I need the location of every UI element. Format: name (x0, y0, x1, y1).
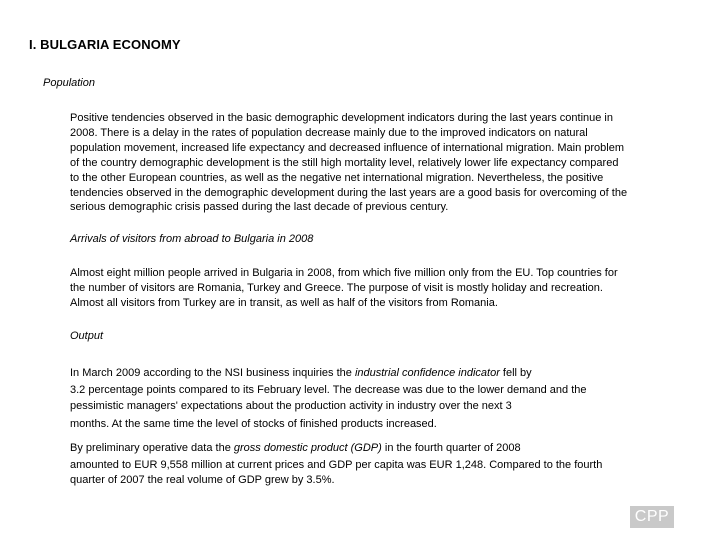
paragraph-arrivals (70, 266, 710, 311)
paragraph-industrial-confidence (70, 365, 710, 433)
text-line: amounted to EUR 9,558 million at current prices and GDP per capita was EUR 1,248. Compared to the fourth (70, 458, 603, 471)
text-line: Positive tendencies observed in the basic demographic development indicators during the last years continue in (70, 112, 613, 124)
section-heading-population: Population (43, 77, 95, 89)
cpp-logo: CPP (630, 506, 674, 528)
text-line: pessimistic managers' expectations about the production activity in industry over the next 3 (70, 400, 512, 412)
text-line: quarter of 2007 the real volume of GDP grew by 3.5%. (70, 473, 335, 486)
section-heading-output: Output (70, 330, 104, 342)
text-line: serious demographic crisis passed during the last decade of previous century. (70, 201, 449, 214)
emphasis: gross domestic product (GDP) (233, 442, 382, 454)
emphasis: industrial confidence indicator (354, 367, 500, 379)
text-line: months. At the same time the level of stocks of finished products increased. (70, 418, 437, 430)
page-title: I. BULGARIA ECONOMY (29, 37, 181, 52)
text-line: 3.2 percentage points compared to its February level. The decrease was due to the lower demand and the (70, 384, 587, 396)
paragraph-gdp (70, 441, 710, 488)
paragraph-population (70, 111, 710, 215)
section-heading-arrivals: Arrivals of visitors from abroad to Bulgaria in 2008 (70, 233, 314, 245)
text-line: population movement, increased life expectancy and decreased influence of international migration. Main problem (70, 141, 624, 154)
text-line: tendencies observed in the demographic development during the last years are a good basis for overcoming of the (70, 186, 628, 199)
text-line: 2008. There is a delay in the rates of population decrease mainly due to the improved indicators on natural (70, 126, 588, 139)
text-line: the number of visitors are Romania, Turkey and Greece. The purpose of visit is mostly holiday and recreation. (70, 281, 603, 294)
text-line: By preliminary operative data the gross domestic product (GDP) in the fourth quarter of 2008 (70, 442, 521, 454)
text-line: In March 2009 according to the NSI business inquiries the industrial confidence indicator fell by (70, 367, 532, 379)
text-line: Almost all visitors from Turkey are in transit, as well as half of the visitors from Romania. (70, 296, 498, 309)
text-line: of the country demographic development is the still high mortality level, relatively lower life expectancy compared (70, 156, 619, 169)
text-line: to the other European countries, as well as the negative net international migration. Nevertheless, the positive (70, 171, 604, 184)
text-line: Almost eight million people arrived in Bulgaria in 2008, from which five million only from the EU. Top countries for (70, 267, 618, 279)
